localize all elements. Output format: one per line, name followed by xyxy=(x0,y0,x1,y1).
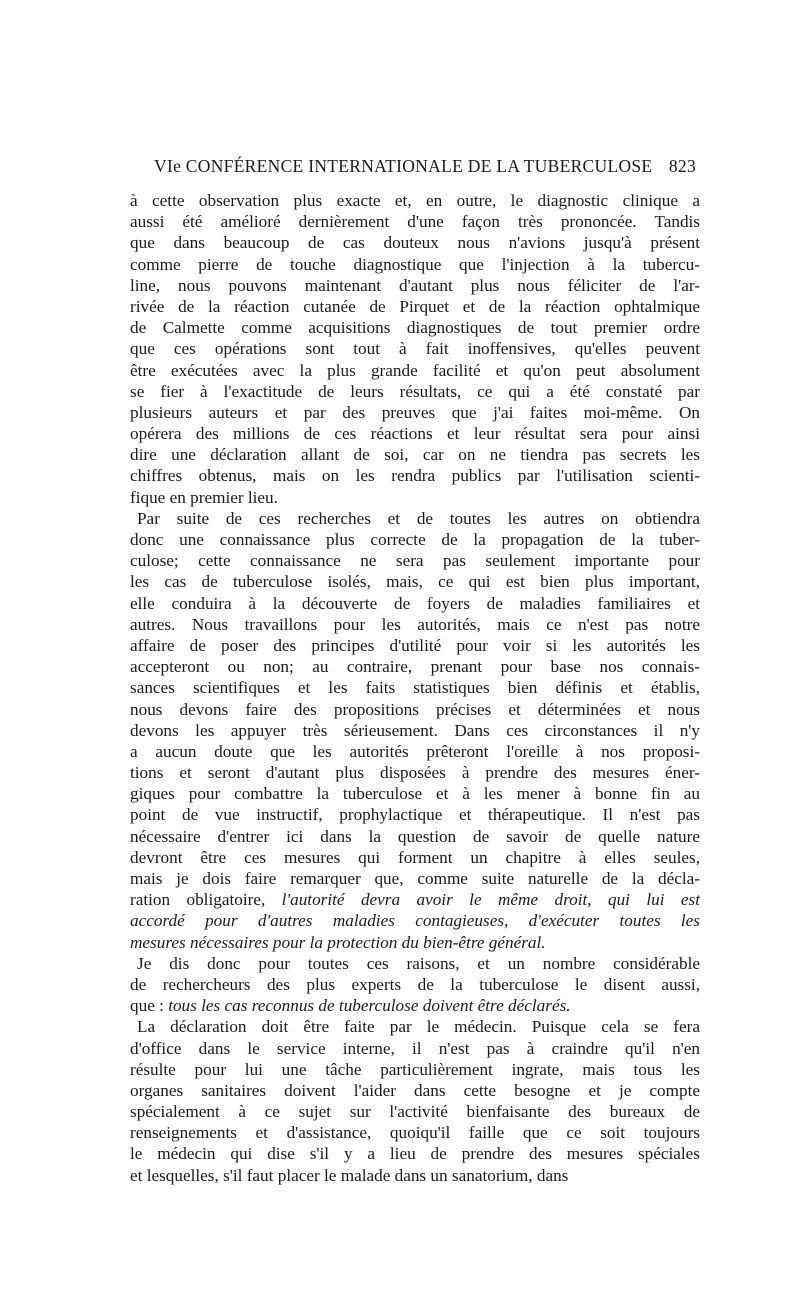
line-text: organes sanitaires doivent l'aider dans cette besogne et je compte xyxy=(130,1080,700,1100)
text-line xyxy=(130,338,700,359)
line-text: renseignements et d'assistance, quoiqu'il faille que ce soit toujours xyxy=(130,1123,700,1143)
page-number: 823 xyxy=(668,156,696,176)
line-text: tions et seront d'autant plus disposées à prendre des mesures éner- xyxy=(130,763,700,783)
line-text: spécialement à ce sujet sur l'activité bienfaisante des bureaux de xyxy=(130,1102,700,1122)
text-line xyxy=(130,402,700,423)
text-line xyxy=(130,211,700,232)
text-line xyxy=(130,381,700,402)
text-line xyxy=(130,296,700,317)
line-italic-text: l'autorité devra avoir le même droit, qui lui est xyxy=(281,890,700,910)
text-line xyxy=(130,550,700,571)
line-text: ration obligatoire, xyxy=(130,890,282,910)
text-line xyxy=(130,932,700,953)
line-italic-text: mesures nécessaires pour la protection du bien-être général. xyxy=(130,932,546,952)
line-text: elle conduira à la découverte de foyers de maladies familiaires et xyxy=(130,593,700,613)
text-line xyxy=(130,974,700,995)
running-title: VIe CONFÉRENCE INTERNATIONALE DE LA TUBERCULOSE xyxy=(154,156,653,176)
line-text: résulte pour lui une tâche particulièrement ingrate, mais tous les xyxy=(130,1059,700,1079)
text-line xyxy=(130,910,700,931)
line-text: que dans beaucoup de cas douteux nous n'avions jusqu'à présent xyxy=(130,233,700,253)
line-text: a aucun doute que les autorités prêteront l'oreille à nos proposi- xyxy=(130,741,700,761)
body-text xyxy=(130,190,700,1186)
line-text: nous devons faire des propositions précises et déterminées et nous xyxy=(130,699,700,719)
text-line xyxy=(130,1059,700,1080)
running-header xyxy=(154,156,696,177)
line-italic-text: tous les cas reconnus de tuberculose doivent être déclarés. xyxy=(168,996,571,1016)
line-text: opérera des millions de ces réactions et leur résultat sera pour ainsi xyxy=(130,424,700,444)
line-text: mais je dois faire remarquer que, comme suite naturelle de la décla- xyxy=(130,869,700,888)
line-text: Par suite de ces recherches et de toutes les autres on obtiendra xyxy=(137,508,700,528)
text-line xyxy=(130,444,700,465)
text-line xyxy=(130,1016,700,1037)
text-line xyxy=(130,889,700,910)
text-line xyxy=(130,847,700,868)
line-text: aussi été amélioré dernièrement d'une façon très prononcée. Tandis xyxy=(130,212,700,232)
line-text: dire une déclaration allant de soi, car on ne tiendra pas secrets les xyxy=(130,445,700,465)
text-line xyxy=(130,1143,700,1164)
line-text: culose; cette connaissance ne sera pas seulement importante pour xyxy=(130,551,700,571)
line-text: point de vue instructif, prophylactique et thérapeutique. Il n'est pas xyxy=(130,805,700,825)
line-text: sances scientifiques et les faits statistiques bien définis et établis, xyxy=(130,678,700,698)
text-line xyxy=(130,487,700,508)
text-line xyxy=(130,360,700,381)
text-line xyxy=(130,1165,700,1186)
text-line xyxy=(130,995,700,1016)
text-line xyxy=(130,529,700,550)
line-text: que ces opérations sont tout à fait inoffensives, qu'elles peuvent xyxy=(130,339,700,359)
text-line xyxy=(130,741,700,762)
text-line xyxy=(130,423,700,444)
line-text: rivée de la réaction cutanée de Pirquet et de la réaction ophtalmique xyxy=(130,296,700,316)
line-text: d'office dans le service interne, il n'est pas à craindre qu'il n'en xyxy=(130,1038,700,1058)
text-line xyxy=(130,275,700,296)
line-text: et lesquelles, s'il faut placer le malade dans un sanatorium, dans xyxy=(130,1165,569,1185)
text-line xyxy=(130,593,700,614)
text-line xyxy=(130,783,700,804)
text-line xyxy=(130,232,700,253)
line-text: devront être ces mesures qui forment un chapitre à elles seules, xyxy=(130,847,700,867)
line-text: fique en premier lieu. xyxy=(130,487,278,507)
line-text: plusieurs auteurs et par des preuves que j'ai faites moi-même. On xyxy=(130,402,700,422)
line-text: giques pour combattre la tuberculose et à les mener à bonne fin au xyxy=(130,784,700,804)
line-italic-text: accordé pour d'autres maladies contagieuses, d'exécuter toutes les xyxy=(130,911,700,931)
text-line xyxy=(130,1080,700,1101)
line-text: accepteront ou non; au contraire, prenant pour base nos connais- xyxy=(130,657,700,677)
line-text: être exécutées avec la plus grande facilité et qu'on peut absolument xyxy=(130,360,700,380)
text-line xyxy=(130,720,700,741)
line-text: que : xyxy=(130,996,169,1016)
text-line xyxy=(130,1101,700,1122)
text-line xyxy=(130,1122,700,1143)
line-text: La déclaration doit être faite par le médecin. Puisque cela se fera xyxy=(137,1017,700,1037)
line-text: Je dis donc pour toutes ces raisons, et un nombre considérable xyxy=(137,953,700,973)
line-text: donc une connaissance plus correcte de la propagation de la tuber- xyxy=(130,530,700,549)
line-text: de Calmette comme acquisitions diagnostiques de tout premier ordre xyxy=(130,318,700,338)
line-text: comme pierre de touche diagnostique que l'injection à la tubercu- xyxy=(130,254,700,274)
text-line xyxy=(130,254,700,275)
text-line xyxy=(130,699,700,720)
line-text: affaire de poser des principes d'utilité pour voir si les autorités les xyxy=(130,635,700,655)
text-line xyxy=(130,953,700,974)
text-line xyxy=(130,571,700,592)
text-line xyxy=(130,826,700,847)
text-line xyxy=(130,868,700,889)
line-text: line, nous pouvons maintenant d'autant plus nous féliciter de l'ar- xyxy=(130,275,700,295)
line-text: devons les appuyer très sérieusement. Dans ces circonstances il n'y xyxy=(130,720,700,740)
line-text: autres. Nous travaillons pour les autorités, mais ce n'est pas notre xyxy=(130,614,700,634)
text-line xyxy=(130,677,700,698)
text-line xyxy=(130,762,700,783)
line-text: le médecin qui dise s'il y a lieu de prendre des mesures spéciales xyxy=(130,1144,700,1164)
text-line xyxy=(130,656,700,677)
line-text: à cette observation plus exacte et, en outre, le diagnostic clinique a xyxy=(130,191,700,210)
line-text: chiffres obtenus, mais on les rendra publics par l'utilisation scienti- xyxy=(130,466,700,486)
line-text: de rechercheurs des plus experts de la tuberculose le disent aussi, xyxy=(130,974,700,994)
text-line xyxy=(130,508,700,529)
line-text: nécessaire d'entrer ici dans la question de savoir de quelle nature xyxy=(130,826,700,846)
text-line xyxy=(130,465,700,486)
text-line xyxy=(130,635,700,656)
text-line xyxy=(130,1038,700,1059)
text-line xyxy=(130,804,700,825)
text-line xyxy=(130,614,700,635)
line-text: les cas de tuberculose isolés, mais, ce qui est bien plus important, xyxy=(130,572,700,592)
text-line xyxy=(130,317,700,338)
text-line xyxy=(130,190,700,211)
line-text: se fier à l'exactitude de leurs résultats, ce qui a été constaté par xyxy=(130,381,700,401)
